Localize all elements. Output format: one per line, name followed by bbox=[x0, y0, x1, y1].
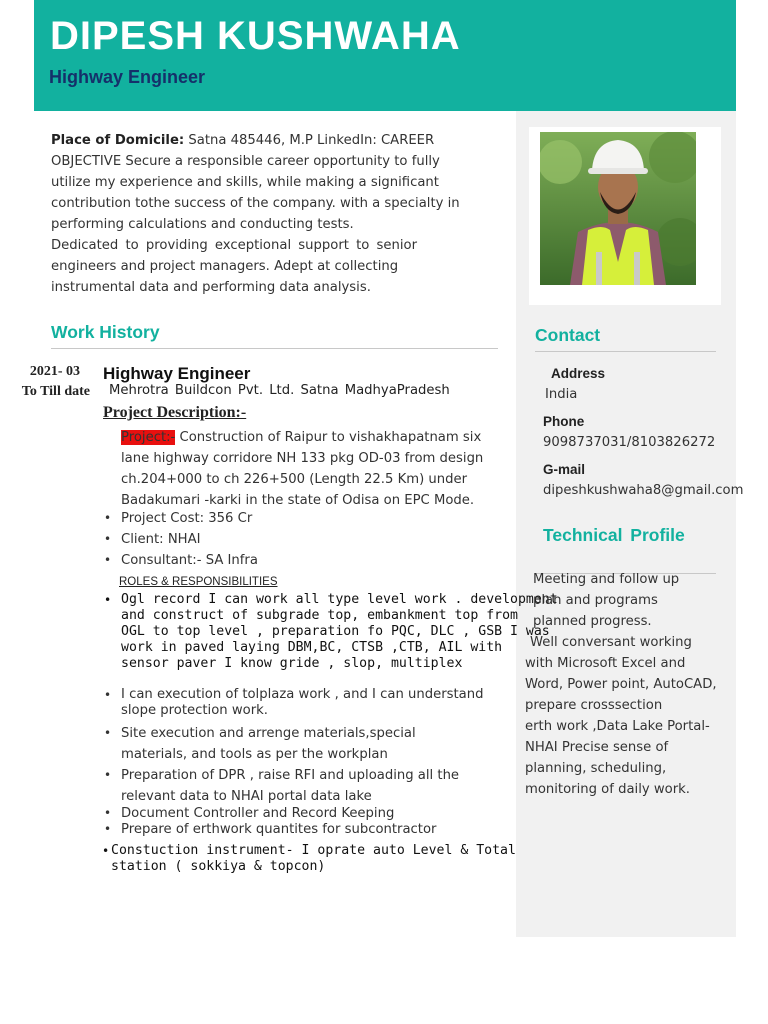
role-line: Constuction instrument- I oprate auto Level & Total bbox=[111, 843, 516, 858]
tech-line: Well conversant working bbox=[530, 635, 692, 650]
project-cost: Project Cost: 356 Cr bbox=[121, 511, 253, 526]
objective-line: instrumental data and performing data analysis. bbox=[51, 280, 371, 295]
bullet-icon: • bbox=[104, 593, 112, 607]
bullet-icon: • bbox=[104, 768, 112, 782]
objective-line: utilize my experience and skills, while making a significant bbox=[51, 175, 439, 190]
tech-line: with Microsoft Excel and bbox=[525, 656, 686, 671]
bullet-icon: • bbox=[102, 844, 110, 858]
date-from: 2021- 03 bbox=[29, 364, 80, 379]
project-label: Project:- bbox=[121, 430, 176, 445]
roles-heading: ROLES & RESPONSIBILITIES bbox=[119, 576, 278, 588]
tech-line: Word, Power point, AutoCAD, bbox=[525, 677, 717, 692]
gmail-label: G-mail bbox=[543, 462, 586, 477]
phone-value: 9098737031/8103826272 bbox=[543, 435, 716, 450]
role-title: Highway Engineer bbox=[103, 364, 251, 383]
objective-line: OBJECTIVE Secure a responsible career opportunity to fully bbox=[51, 154, 440, 169]
domicile-label: Place of Domicile: bbox=[51, 133, 185, 148]
tech-line: plan and programs bbox=[533, 593, 658, 608]
tech-line: prepare crosssection bbox=[525, 698, 663, 713]
role-line: sensor paver I know gride , slop, multiplex bbox=[121, 656, 463, 671]
contact-heading: Contact bbox=[535, 325, 601, 345]
role-line: Site execution and arrenge materials,special bbox=[121, 726, 416, 741]
bullet-icon: • bbox=[104, 806, 112, 820]
section-divider bbox=[51, 348, 498, 349]
bullet-icon: • bbox=[104, 532, 112, 546]
project-details bbox=[121, 427, 501, 511]
role-line: I can execution of tolplaza work , and I can understand bbox=[121, 687, 484, 702]
project-text: ch.204+000 to ch 226+500 (Length 22.5 Km) under bbox=[121, 472, 468, 487]
role-line: Prepare of erthwork quantites for subcontractor bbox=[121, 822, 437, 837]
bullet-icon: • bbox=[104, 822, 112, 836]
project-text: lane highway corridore NH 133 pkg OD-03 from design bbox=[121, 451, 484, 466]
role-line: materials, and tools as per the workplan bbox=[121, 747, 388, 762]
header-banner bbox=[34, 0, 736, 111]
client: Client: NHAI bbox=[121, 532, 201, 547]
profile-photo-frame bbox=[529, 127, 721, 305]
bullet-icon: • bbox=[104, 511, 112, 525]
role-line: Ogl record I can work all type level work . development bbox=[121, 592, 558, 607]
date-to: To Till date bbox=[21, 384, 90, 399]
role-line: and construct of subgrade top, embankment top from bbox=[121, 608, 518, 623]
tech-line: Meeting and follow up bbox=[533, 572, 680, 587]
consultant: Consultant:- SA Infra bbox=[121, 553, 258, 568]
objective-line: contribution tothe success of the company. with a specialty in bbox=[51, 196, 460, 211]
role-line: Preparation of DPR , raise RFI and uploading all the bbox=[121, 768, 460, 783]
tech-line: planning, scheduling, bbox=[525, 761, 667, 776]
phone-label: Phone bbox=[543, 414, 585, 429]
address-label: Address bbox=[551, 366, 606, 381]
role-line: relevant data to NHAI portal data lake bbox=[121, 789, 372, 804]
profile-photo bbox=[540, 132, 696, 285]
job-title: Highway Engineer bbox=[49, 67, 206, 87]
objective-line: engineers and project managers. Adept at collecting bbox=[51, 259, 399, 274]
career-objective bbox=[51, 130, 491, 298]
project-text: Badakumari -karki in the state of Odisa on EPC Mode. bbox=[121, 493, 475, 508]
bullet-icon: • bbox=[104, 553, 112, 567]
bullet-icon: • bbox=[104, 726, 112, 740]
work-history-heading: Work History bbox=[51, 322, 160, 342]
tech-line: monitoring of daily work. bbox=[525, 782, 690, 797]
company-name: Mehrotra Buildcon Pvt. Ltd. Satna MadhyaPradesh bbox=[109, 383, 450, 398]
role-line: slope protection work. bbox=[121, 703, 268, 718]
technical-profile-text bbox=[525, 569, 730, 800]
role-line: station ( sokkiya & topcon) bbox=[111, 859, 326, 874]
objective-line: performing calculations and conducting tests. bbox=[51, 217, 354, 232]
objective-line: Dedicated to providing exceptional support to senior bbox=[51, 238, 418, 253]
project-text: Construction of Raipur to vishakhapatnam six bbox=[175, 430, 482, 445]
project-description-heading: Project Description:- bbox=[103, 404, 247, 421]
bullet-icon: • bbox=[104, 688, 112, 702]
role-line: Document Controller and Record Keeping bbox=[121, 806, 395, 821]
domicile-text: Satna 485446, M.P LinkedIn: CAREER bbox=[184, 133, 435, 148]
role-line: OGL to top level , preparation fo PQC, DLC , GSB I was bbox=[121, 624, 550, 639]
tech-line: erth work ,Data Lake Portal- bbox=[525, 719, 710, 734]
tech-line: planned progress. bbox=[533, 614, 652, 629]
tech-line: NHAI Precise sense of bbox=[525, 740, 669, 755]
gmail-value: dipeshkushwaha8@gmail.com bbox=[543, 483, 744, 498]
role-line: work in paved laying DBM,BC, CTSB ,CTB, AIL with bbox=[121, 640, 503, 655]
technical-profile-heading: Technical Profile bbox=[543, 525, 685, 545]
section-divider bbox=[535, 351, 716, 352]
candidate-name: DIPESH KUSHWAHA bbox=[50, 14, 461, 58]
address-value: India bbox=[545, 387, 578, 402]
